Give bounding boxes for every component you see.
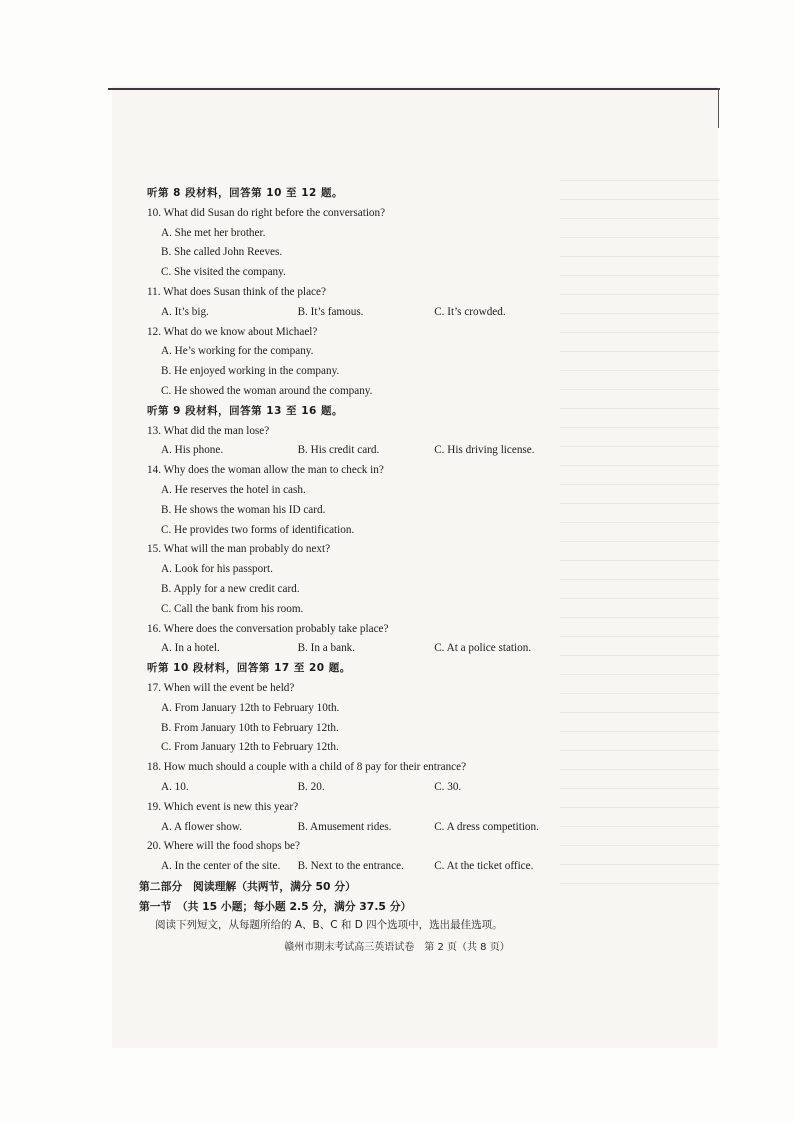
question-15-option-c: C. Call the bank from his room. xyxy=(161,602,304,615)
exam-content xyxy=(139,184,587,936)
question-12-option-b: B. He enjoyed working in the company. xyxy=(161,365,340,378)
question-11-stem: 11. What does Susan think of the place? xyxy=(147,285,326,298)
question-10-option-c: C. She visited the company. xyxy=(161,266,286,279)
question-13-option-c: C. His driving license. xyxy=(434,444,535,457)
question-20-options xyxy=(161,857,587,877)
question-16-option-c: C. At a police station. xyxy=(434,642,532,655)
question-20-stem: 20. Where will the food shops be? xyxy=(147,840,300,853)
question-19-option-b: B. Amusement rides. xyxy=(297,820,392,833)
question-14-option-b: B. He shows the woman his ID card. xyxy=(161,503,326,516)
question-13-option-a: A. His phone. xyxy=(161,444,224,457)
question-19-options xyxy=(161,818,587,838)
part-2-subheading: 第一节 （共 15 小题；每小题 2.5 分，满分 37.5 分） xyxy=(139,899,412,913)
question-14-stem: 14. Why does the woman allow the man to check in? xyxy=(147,464,384,477)
question-20-option-b: B. Next to the entrance. xyxy=(297,860,404,873)
question-15-option-b: B. Apply for a new credit card. xyxy=(161,582,300,595)
question-18-option-c: C. 30. xyxy=(434,780,462,793)
question-17-option-c: C. From January 12th to February 12th. xyxy=(161,741,339,754)
question-18-option-a: A. 10. xyxy=(161,780,189,793)
question-20-option-a: A. In the center of the site. xyxy=(161,860,281,873)
question-13-stem: 13. What did the man lose? xyxy=(147,424,270,437)
question-18-options xyxy=(161,778,587,798)
section-9-header: 听第 9 段材料，回答第 13 至 16 题。 xyxy=(147,404,343,417)
question-12-option-a: A. He’s working for the company. xyxy=(161,345,314,358)
question-11-option-c: C. It’s crowded. xyxy=(434,305,506,318)
question-19-stem: 19. Which event is new this year? xyxy=(147,800,299,813)
top-border-line xyxy=(108,88,720,90)
question-14-option-c: C. He provides two forms of identification. xyxy=(161,523,355,536)
question-17-option-a: A. From January 12th to February 10th. xyxy=(161,701,340,714)
page-footer: 赣州市期末考试高三英语试卷 第 2 页（共 8 页） xyxy=(284,942,510,953)
question-16-options xyxy=(161,639,587,659)
question-19-option-c: C. A dress competition. xyxy=(434,820,539,833)
question-20-option-c: C. At the ticket office. xyxy=(434,860,534,873)
question-10-stem: 10. What did Susan do right before the conversation? xyxy=(147,206,386,219)
question-13-option-b: B. His credit card. xyxy=(297,444,380,457)
question-13-options xyxy=(161,441,587,461)
question-16-option-a: A. In a hotel. xyxy=(161,642,220,655)
question-18-stem: 18. How much should a couple with a child of 8 pay for their entrance? xyxy=(147,761,467,774)
right-border-line xyxy=(718,88,719,128)
question-11-option-b: B. It’s famous. xyxy=(297,305,364,318)
question-14-option-a: A. He reserves the hotel in cash. xyxy=(161,483,306,496)
section-8-header: 听第 8 段材料，回答第 10 至 12 题。 xyxy=(147,187,343,199)
question-16-option-b: B. In a bank. xyxy=(297,642,356,655)
question-15-option-a: A. Look for his passport. xyxy=(161,563,273,576)
question-18-option-b: B. 20. xyxy=(297,780,325,793)
question-10-option-a: A. She met her brother. xyxy=(161,226,266,239)
reading-instruction: 阅读下列短文，从每题所给的 A、B、C 和 D 四个选项中，选出最佳选项。 xyxy=(155,919,503,932)
part-2-heading: 第二部分 阅读理解（共两节，满分 50 分） xyxy=(139,879,356,893)
question-17-option-b: B. From January 10th to February 12th. xyxy=(161,721,339,734)
question-11-options xyxy=(161,303,587,323)
question-10-option-b: B. She called John Reeves. xyxy=(161,246,283,259)
question-16-stem: 16. Where does the conversation probably take place? xyxy=(147,622,389,635)
question-17-stem: 17. When will the event be held? xyxy=(147,681,295,694)
question-15-stem: 15. What will the man probably do next? xyxy=(147,543,331,556)
question-12-stem: 12. What do we know about Michael? xyxy=(147,325,318,338)
section-10-header: 听第 10 段材料，回答第 17 至 20 题。 xyxy=(147,662,351,675)
question-11-option-a: A. It’s big. xyxy=(161,305,209,318)
question-12-option-c: C. He showed the woman around the company. xyxy=(161,384,373,397)
question-19-option-a: A. A flower show. xyxy=(161,820,242,833)
